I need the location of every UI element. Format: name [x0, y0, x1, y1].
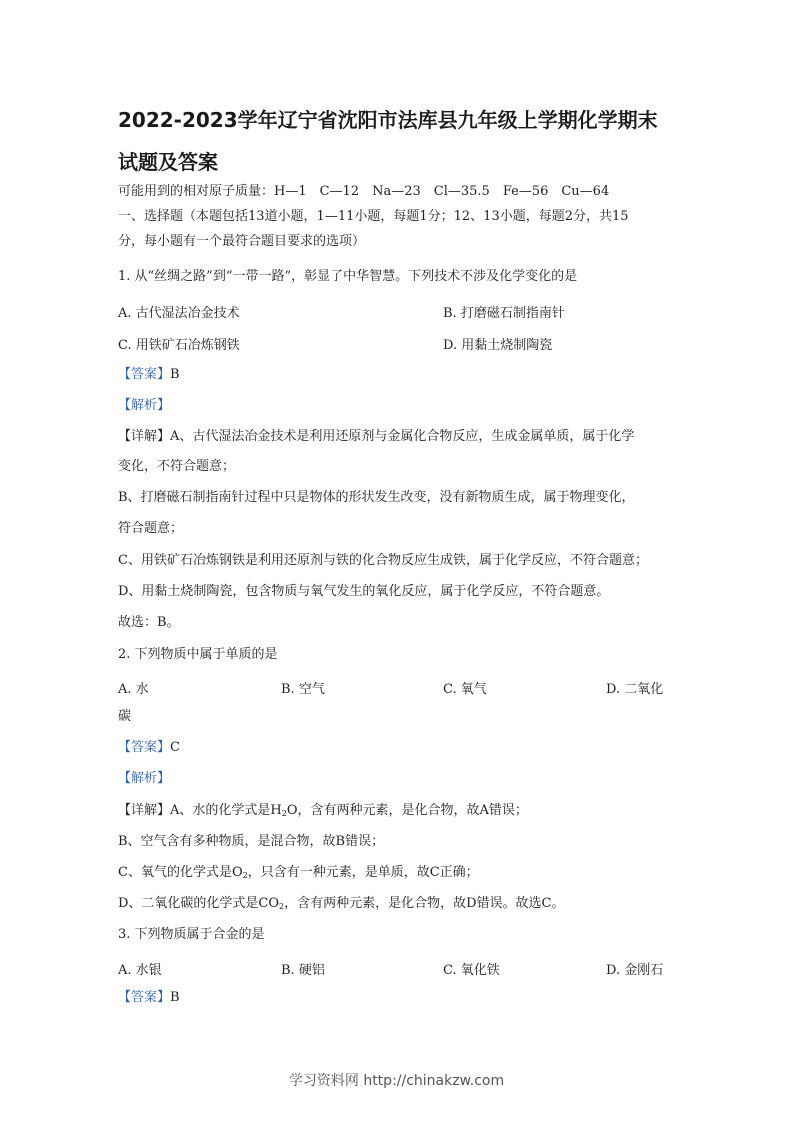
q1-option-c: C. 用铁矿石冶炼钢铁	[118, 338, 240, 353]
q2-detail-a-post: O，含有两种元素，是化合物，故A错误；	[286, 803, 528, 818]
subscript: 2	[281, 809, 287, 818]
q2-answer	[118, 740, 180, 756]
q2-answer-value: C	[170, 740, 180, 755]
q1-option-b: B. 打磨磁石制指南针	[443, 306, 565, 321]
q2-detail-a-pre: A、水的化学式是H	[170, 803, 282, 818]
q3-stem: 3. 下列物质属于合金的是	[118, 927, 265, 942]
q2-detail-c-pre: C、氧气的化学式是O	[118, 865, 243, 880]
answer-tag: 【答案】	[118, 740, 171, 755]
q2-detail-c	[118, 865, 479, 884]
q3-option-a: A. 水银	[118, 963, 162, 978]
q2-detail-b: B、空气含有多种物质，是混合物，故B错误；	[118, 834, 385, 849]
q2-detail-a	[118, 803, 528, 822]
q1-detail-d: D、用黏土烧制陶瓷，包含物质与氧气发生的氧化反应，属于化学反应，不符合题意。	[118, 584, 610, 599]
footer-watermark: 学习资料网 http://chinakzw.com	[288, 1073, 505, 1089]
q1-detail-a2: 变化，不符合题意；	[118, 459, 236, 474]
q1-detail-c: C、用铁矿石冶炼钢铁是利用还原剂与铁的化合物反应生成铁，属于化学反应，不符合题意；	[118, 553, 648, 568]
q1-option-d: D. 用黏土烧制陶瓷	[443, 338, 553, 353]
q1-conclusion: 故选：B。	[118, 615, 180, 630]
q2-detail-d-post: ，含有两种元素，是化合物，故D错误。故选C。	[284, 896, 565, 911]
q3-answer	[118, 990, 180, 1006]
detail-tag: 【详解】	[118, 429, 171, 444]
q2-detail-c-post: ，只含有一种元素，是单质，故C正确；	[247, 865, 479, 880]
q2-option-d-wrap: 碳	[118, 709, 132, 724]
q3-option-d: D. 金刚石	[606, 963, 664, 978]
answer-tag: 【答案】	[118, 990, 171, 1005]
q2-option-b: B. 空气	[281, 682, 325, 697]
q2-option-a: A. 水	[118, 682, 149, 697]
q2-stem: 2. 下列物质中属于单质的是	[118, 647, 278, 662]
q1-analysis-tag: 【解析】	[118, 398, 171, 413]
subscript: 2	[242, 871, 248, 880]
q1-option-a: A. 古代湿法冶金技术	[118, 306, 240, 321]
document-title-line1: 2022-2023学年辽宁省沈阳市法库县九年级上学期化学期末	[118, 108, 658, 132]
subscript: 2	[279, 902, 285, 911]
atomic-masses: 可能用到的相对原子质量：H—1 C—12 Na—23 Cl—35.5 Fe—56 Cu—64	[118, 184, 610, 199]
q3-option-b: B. 硬铝	[281, 963, 325, 978]
section-instructions-line1: 一、选择题（本题包括13道小题，1—11小题，每题1分；12、13小题，每题2分，共15	[118, 209, 629, 224]
q1-detail-a1-text: A、古代湿法冶金技术是利用还原剂与金属化合物反应，生成金属单质，属于化学	[170, 429, 635, 444]
document-title-line2: 试题及答案	[118, 150, 218, 174]
q1-answer	[118, 367, 180, 383]
q2-option-c: C. 氧气	[443, 682, 487, 697]
q1-stem: 1. 从“丝绸之路”到“一带一路”，彰显了中华智慧。下列技术不涉及化学变化的是	[118, 269, 578, 284]
q1-answer-value: B	[170, 367, 180, 382]
q1-detail-b2: 符合题意；	[118, 521, 184, 536]
section-instructions-line2: 分，每小题有一个最符合题目要求的选项）	[118, 234, 366, 249]
q2-option-d: D. 二氧化	[606, 682, 664, 697]
q2-detail-d-pre: D、二氧化碳的化学式是CO	[118, 896, 280, 911]
q2-analysis-tag: 【解析】	[118, 771, 171, 786]
q1-detail-a1	[118, 429, 634, 445]
q2-detail-d	[118, 896, 565, 915]
detail-tag: 【详解】	[118, 803, 171, 818]
q3-option-c: C. 氧化铁	[443, 963, 500, 978]
q3-answer-value: B	[170, 990, 180, 1005]
answer-tag: 【答案】	[118, 367, 171, 382]
q1-detail-b1: B、打磨磁石制指南针过程中只是物体的形状发生改变，没有新物质生成，属于物理变化，	[118, 490, 635, 505]
